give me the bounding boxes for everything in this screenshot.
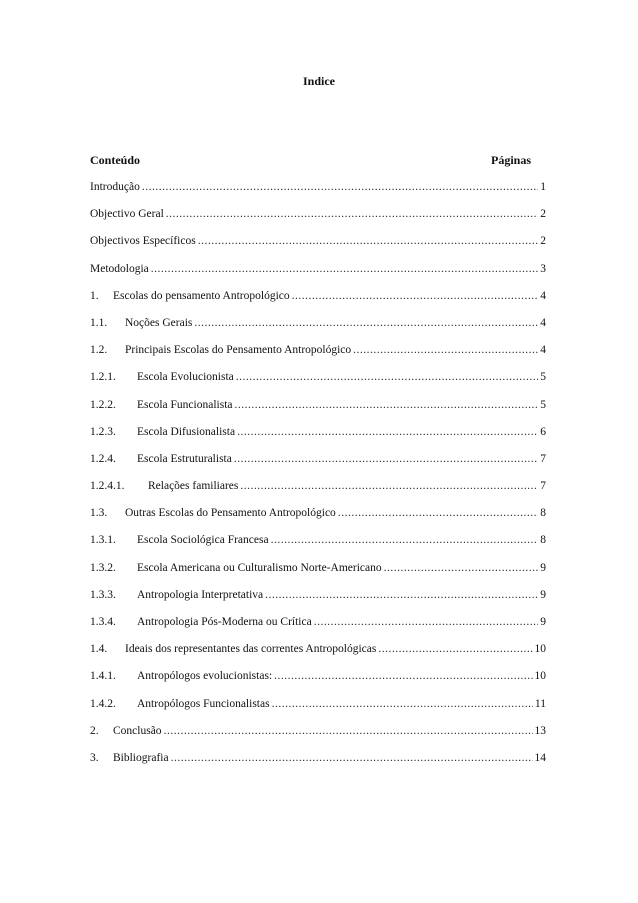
toc-entry-label: Introdução: [90, 181, 140, 193]
toc-entry[interactable]: [90, 231, 546, 251]
toc-entry[interactable]: [90, 585, 546, 605]
dot-leader: [378, 639, 532, 659]
toc-entry[interactable]: [90, 449, 546, 469]
toc-entry-number: 2.: [90, 724, 99, 737]
toc-entry-number: 1.: [90, 289, 99, 302]
toc-entry-label: Escola Estruturalista: [137, 452, 232, 465]
toc-entry-page: 11: [534, 697, 546, 710]
toc-entry[interactable]: [90, 612, 546, 632]
dot-leader: [384, 558, 539, 578]
dot-leader: [234, 449, 538, 469]
toc-entry-page: 7: [540, 480, 546, 493]
dot-leader: [166, 204, 538, 224]
dot-leader: [271, 530, 539, 550]
toc-entry[interactable]: [90, 259, 546, 279]
toc-entry-number: 1.2.4.: [90, 452, 116, 465]
toc-entry[interactable]: [90, 639, 546, 659]
dot-leader: [274, 666, 532, 686]
toc-entry-number: 1.4.1.: [90, 670, 116, 683]
dot-leader: [237, 422, 538, 442]
toc-entry[interactable]: [90, 666, 546, 686]
dot-leader: [235, 395, 539, 415]
toc-entry-label: Antropólogos evolucionistas:: [137, 670, 273, 683]
toc-entry-number: 1.2.4.1.: [90, 480, 125, 493]
toc-entry-page: 7: [540, 452, 546, 465]
toc-entry-number: 1.2.: [90, 344, 108, 357]
toc-entry-number: 1.3.4.: [90, 616, 116, 628]
toc-entry-number: 1.4.2.: [90, 697, 116, 710]
toc-entry-page: 10: [534, 643, 546, 656]
toc-entry-label: Escola Evolucionista: [137, 371, 234, 384]
toc-entry-page: 9: [540, 588, 546, 601]
toc-entry[interactable]: [90, 558, 546, 578]
toc-entry[interactable]: [90, 367, 546, 387]
toc-entry-number: 1.3.1.: [90, 534, 116, 547]
toc-entry-label: Escola Funcionalista: [137, 398, 233, 411]
toc-entry-number: 1.2.1.: [90, 371, 116, 384]
toc-entry-label: Antropólogos Funcionalistas: [137, 697, 270, 710]
toc-entry-page: 10: [534, 670, 546, 683]
toc-entry-number: 1.3.3.: [90, 588, 116, 601]
contents-heading: Conteúdo: [90, 153, 141, 167]
toc-entry[interactable]: [90, 748, 546, 768]
dot-leader: [240, 476, 538, 496]
toc-entry-label: Escola Americana ou Culturalismo Norte-Americano: [137, 561, 382, 574]
toc-entry-page: 5: [540, 398, 546, 411]
toc-entry-page: 14: [534, 751, 546, 764]
toc-entry[interactable]: [90, 395, 546, 415]
dot-leader: [198, 231, 539, 251]
toc-entry-label: Escola Sociológica Francesa: [137, 534, 269, 547]
toc-entry-label: Bibliografia: [113, 751, 169, 764]
toc-entry-number: 1.2.3.: [90, 425, 116, 438]
toc-entry[interactable]: [90, 422, 546, 442]
toc-entry-number: 1.3.2.: [90, 561, 116, 574]
toc-entry-page: 9: [540, 616, 546, 628]
dot-leader: [272, 694, 533, 714]
toc-entry-page: 4: [540, 344, 546, 357]
toc-entry-label: Conclusão: [113, 724, 162, 737]
dot-leader: [142, 177, 538, 197]
toc-entry[interactable]: [90, 340, 546, 360]
toc-entry[interactable]: [90, 476, 546, 496]
toc-entry-page: 1: [540, 181, 546, 193]
toc-entry-page: 8: [540, 534, 546, 547]
toc-entry-page: 5: [540, 371, 546, 384]
dot-leader: [194, 313, 538, 333]
table-of-contents: [90, 177, 546, 775]
toc-entry-label: Objectivo Geral: [90, 208, 164, 221]
toc-entry-label: Antropologia Pós-Moderna ou Crítica: [137, 616, 312, 628]
document-title: Indice: [302, 74, 335, 88]
toc-entry[interactable]: [90, 530, 546, 550]
toc-entry-label: Outras Escolas do Pensamento Antropológico: [125, 507, 336, 520]
toc-entry-page: 8: [540, 507, 546, 520]
toc-entry-page: 6: [540, 425, 546, 438]
dot-leader: [151, 259, 538, 279]
toc-entry-page: 9: [540, 561, 546, 574]
toc-entry[interactable]: [90, 721, 546, 741]
toc-entry-page: 4: [540, 316, 546, 329]
toc-entry-number: 1.2.2.: [90, 398, 116, 411]
toc-entry-label: Principais Escolas do Pensamento Antropológico: [125, 344, 352, 357]
toc-entry-label: Antropologia Interpretativa: [137, 588, 264, 601]
toc-entry-label: Escola Difusionalista: [137, 425, 236, 438]
toc-entry-label: Escolas do pensamento Antropológico: [113, 289, 290, 302]
dot-leader: [314, 612, 539, 632]
toc-entry-number: 1.4.: [90, 643, 108, 656]
dot-leader: [292, 286, 539, 306]
toc-entry-page: 4: [540, 289, 546, 302]
toc-entry-page: 3: [540, 262, 546, 275]
dot-leader: [236, 367, 538, 387]
toc-entry[interactable]: [90, 313, 546, 333]
toc-entry-number: 1.3.: [90, 507, 108, 520]
toc-entry-label: Metodologia: [90, 262, 149, 275]
dot-leader: [171, 748, 533, 768]
dot-leader: [338, 503, 538, 523]
toc-entry-number: 1.1.: [90, 316, 108, 329]
dot-leader: [353, 340, 538, 360]
pages-heading: Páginas: [490, 153, 531, 167]
dot-leader: [164, 721, 533, 741]
toc-entry-label: Noções Gerais: [125, 316, 193, 329]
toc-entry[interactable]: [90, 286, 546, 306]
toc-entry[interactable]: [90, 177, 546, 197]
toc-entry-number: 3.: [90, 751, 99, 764]
toc-entry[interactable]: [90, 694, 546, 714]
toc-entry-label: Ideais dos representantes das correntes Antropológicas: [125, 643, 377, 656]
toc-entry[interactable]: [90, 503, 546, 523]
toc-entry-page: 2: [540, 208, 546, 221]
toc-entry-label: Objectivos Específicos: [90, 235, 196, 248]
toc-header: [90, 153, 531, 168]
toc-entry-page: 13: [534, 724, 546, 737]
toc-entry-page: 2: [540, 235, 546, 248]
dot-leader: [265, 585, 538, 605]
toc-entry-label: Relações familiares: [148, 480, 239, 493]
toc-entry[interactable]: [90, 204, 546, 224]
